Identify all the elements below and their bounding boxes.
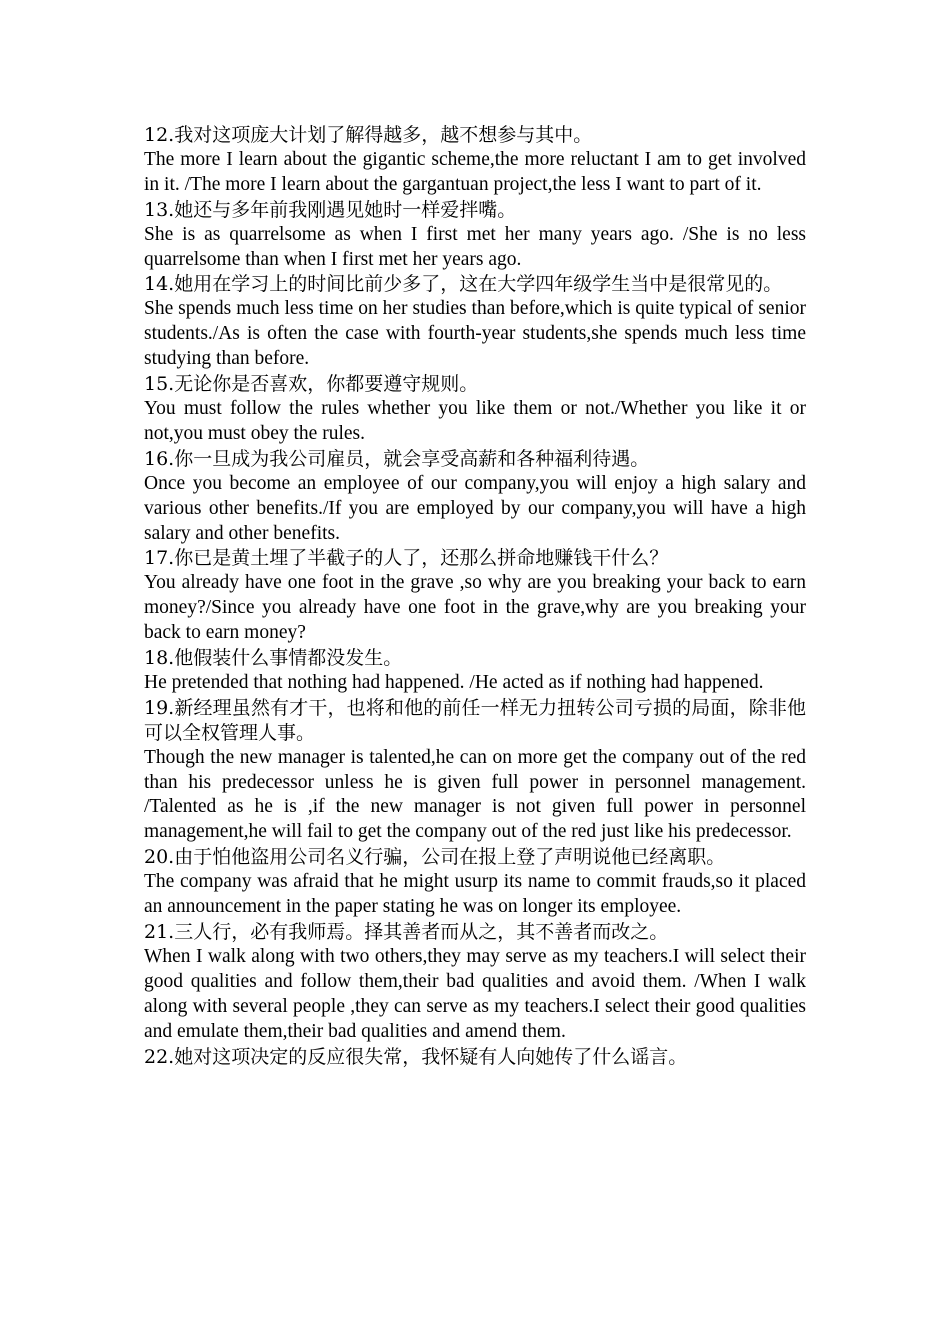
- translation-item-18: [144, 646, 806, 696]
- translation-item-17: [144, 546, 806, 646]
- chinese-sentence: 22.她对这项决定的反应很失常，我怀疑有人向她传了什么谣言。: [144, 1045, 688, 1068]
- translation-item-12: [144, 123, 806, 198]
- translation-item-15: [144, 372, 806, 447]
- chinese-sentence: 19.新经理虽然有才干，也将和他的前任一样无力扭转公司亏损的局面，除非他可以全权管理人事。: [144, 696, 806, 744]
- english-translation: When I walk along with two others,they may serve as my teachers.I will select their good qualities and follow them,their bad qualities and avoid them. /When I walk along with several people ,they can serve as my teachers.I select their good qualities and emulate them,their bad qualities and amend them.: [144, 945, 806, 1042]
- translation-item-16: [144, 447, 806, 547]
- chinese-sentence: 18.他假装什么事情都没发生。: [144, 647, 403, 670]
- translation-item-14: [144, 272, 806, 372]
- english-translation: Once you become an employee of our company,you will enjoy a high salary and various other benefits./If you are employed by our company,you will have a high salary and other benefits.: [144, 472, 806, 544]
- chinese-sentence: 13.她还与多年前我刚遇见她时一样爱拌嘴。: [144, 198, 517, 221]
- english-translation: The company was afraid that he might usurp its name to commit frauds,so it placed an announcement in the paper stating he was on longer its employee.: [144, 871, 806, 918]
- english-translation: She is as quarrelsome as when I first met her many years ago. /She is no less quarrelsome than when I first met her years ago.: [144, 223, 806, 270]
- english-translation: You already have one foot in the grave ,so why are you breaking your back to earn money?/Since you already have one foot in the grave,why are you breaking your back to earn money?: [144, 572, 806, 644]
- translation-item-20: [144, 845, 806, 920]
- chinese-sentence: 16.你一旦成为我公司雇员，就会享受高薪和各种福利待遇。: [144, 447, 650, 470]
- chinese-sentence: 12.我对这项庞大计划了解得越多，越不想参与其中。: [144, 124, 593, 146]
- english-translation: You must follow the rules whether you like them or not./Whether you like it or not,you must obey the rules.: [144, 397, 806, 444]
- chinese-sentence: 20.由于怕他盗用公司名义行骗，公司在报上登了声明说他已经离职。: [144, 846, 726, 869]
- chinese-sentence: 15.无论你是否喜欢，你都要遵守规则。: [144, 373, 479, 396]
- english-translation: Though the new manager is talented,he can on more get the company out of the red than his predecessor unless he is given full power in personnel management. /Talented as he is ,if the new manager is not given full power in personnel management,he will fail to get the company out of the red just like his predecessor.: [144, 746, 806, 843]
- english-translation: She spends much less time on her studies than before,which is quite typical of senior students./As is often the case with fourth-year students,she spends much less time studying than before.: [144, 298, 806, 370]
- translation-item-22: [144, 1045, 806, 1070]
- translation-item-13: [144, 198, 806, 273]
- english-translation: He pretended that nothing had happened. /He acted as if nothing had happened.: [144, 671, 764, 693]
- chinese-sentence: 21.三人行，必有我师焉。择其善者而从之，其不善者而改之。: [144, 921, 669, 943]
- chinese-sentence: 17.你已是黄土埋了半截子的人了，还那么拼命地赚钱干什么？: [144, 547, 669, 570]
- translation-item-19: [144, 696, 806, 845]
- english-translation: The more I learn about the gigantic scheme,the more reluctant I am to get involved in it. /The more I learn about the gargantuan project,the less I want to part of it.: [144, 148, 806, 195]
- translation-item-21: [144, 920, 806, 1045]
- document-page: [144, 123, 806, 1069]
- chinese-sentence: 14.她用在学习上的时间比前少多了，这在大学四年级学生当中是很常见的。: [144, 273, 783, 296]
